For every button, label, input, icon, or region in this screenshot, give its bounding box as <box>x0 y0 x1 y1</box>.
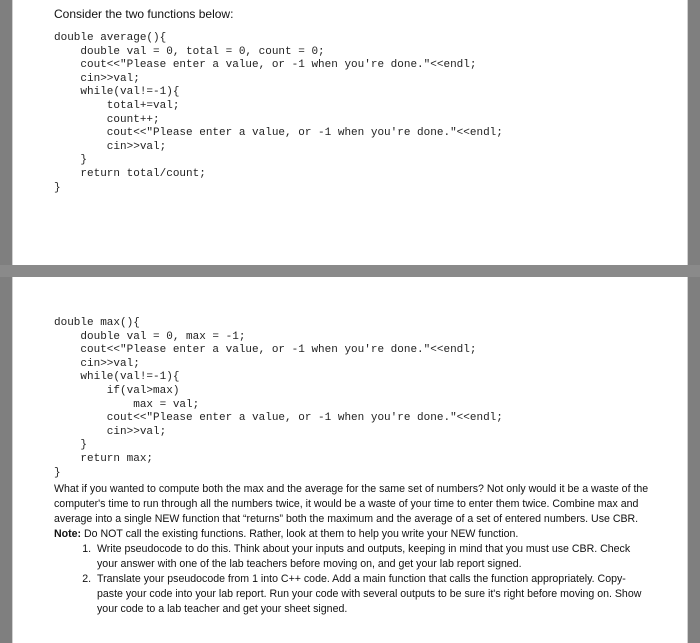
code-line: max = val; <box>133 398 200 411</box>
code-line: cin>>val; <box>106 425 167 438</box>
document-page-2 <box>12 277 688 643</box>
code-line: return total/count; <box>80 167 206 180</box>
question-paragraph: What if you wanted to compute both the max and the average for the same set of numbers? Not only would it be a waste of the computer's time to run through all the numbers twice, it would be a waste of your time to enter them twice. Combine max and average into a single NEW function that “returns” both the maximum and the average of a set of entered numbers. Use CBR. <box>54 483 649 525</box>
max-function-code <box>54 317 503 480</box>
code-line: cin>>val; <box>106 140 167 153</box>
code-line: if(val>max) <box>106 384 180 397</box>
code-line: } <box>80 154 88 167</box>
code-line: total+=val; <box>106 99 180 112</box>
code-line: cin>>val; <box>80 72 140 85</box>
step-item: 1. Write pseudocode to do this. Think about your inputs and outputs, keeping in mind that you must use CBR. Check your answer with one of the lab teachers before moving on, and get your lab report signed. <box>94 542 649 572</box>
note-label: Note: <box>54 528 82 540</box>
note-paragraph <box>54 527 649 542</box>
steps-list <box>54 542 649 617</box>
code-line: cout<<"Please enter a value, or -1 when you're done."<<endl; <box>106 412 503 425</box>
code-line: while(val!=-1){ <box>80 371 180 384</box>
step-item: 2. Translate your pseudocode from 1 into C++ code. Add a main function that calls the function appropriately. Copy-paste your code into your lab report. Run your code with several outputs to be sure it's right before moving on. Show your code to a lab teacher and get your sheet signed. <box>94 572 649 617</box>
code-line: cin>>val; <box>80 357 140 370</box>
code-line: count++; <box>106 113 160 126</box>
average-function-code <box>54 32 503 195</box>
code-line: double val = 0, max = -1; <box>80 330 246 343</box>
code-line: } <box>54 181 61 194</box>
code-line: double val = 0, total = 0, count = 0; <box>80 45 325 58</box>
code-line: cout<<"Please enter a value, or -1 when you're done."<<endl; <box>80 59 477 72</box>
code-line: while(val!=-1){ <box>80 86 180 99</box>
code-line: cout<<"Please enter a value, or -1 when you're done."<<endl; <box>106 127 503 140</box>
instructions <box>54 482 649 617</box>
code-line: return max; <box>80 452 154 465</box>
code-line: } <box>54 466 61 479</box>
document-page-1 <box>12 0 688 265</box>
code-line: } <box>80 439 88 452</box>
code-line: double max(){ <box>54 317 140 329</box>
page-separator <box>0 265 700 277</box>
code-line: cout<<"Please enter a value, or -1 when you're done."<<endl; <box>80 344 477 357</box>
code-line: double average(){ <box>54 32 167 44</box>
note-text: Do NOT call the existing functions. Rather, look at them to help you write your NEW function. <box>81 528 519 540</box>
intro-heading: Consider the two functions below: <box>54 7 234 21</box>
